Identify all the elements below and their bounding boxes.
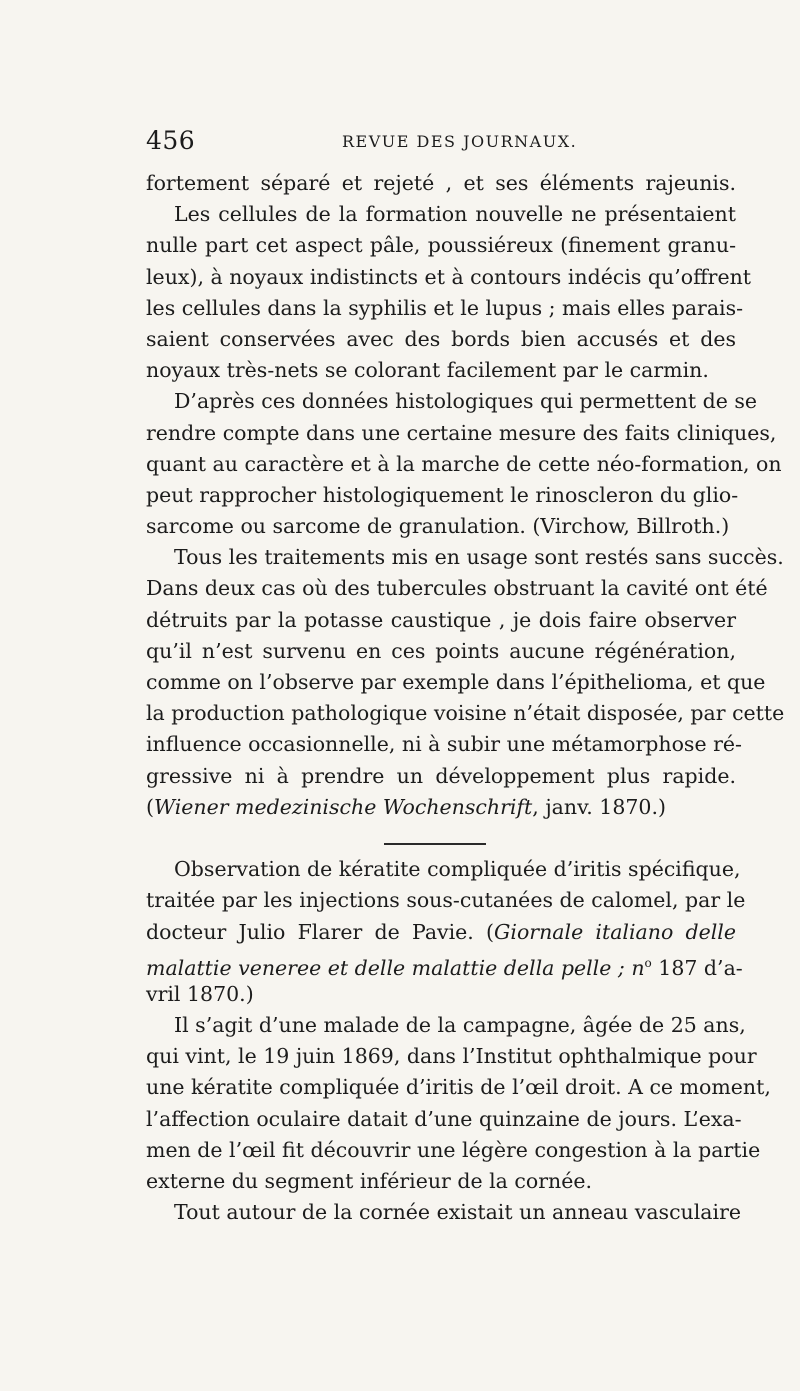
text-line: Il s’agit d’une malade de la campagne, âgée de 25 ans, [174, 1013, 746, 1038]
text-line: qui vint, le 19 juin 1869, dans l’Institut ophthalmique pour [146, 1044, 757, 1069]
text-line: saient conservées avec des bords bien accusés et des [146, 326, 736, 351]
text-line: externe du segment inférieur de la cornée. [146, 1169, 593, 1193]
text-line: détruits par la potasse caustique , je dois faire observer [146, 607, 736, 632]
text-line: Tout autour de la cornée existait un anneau vasculaire [174, 1200, 742, 1225]
text-line: peut rapprocher histologiquement le rinoscleron du glio- [146, 482, 739, 507]
journal-title: Giornale italiano delle [494, 919, 736, 944]
running-head: REVUE DES JOURNAUX. [342, 132, 578, 151]
text-line: influence occasionnelle, ni à subir une métamorphose ré- [146, 732, 742, 757]
page-number: 456 [146, 126, 196, 155]
citation-date: , janv. 1870.) [532, 794, 666, 819]
text-line: une kératite compliquée d’iritis de l’œil droit. A ce moment, [146, 1075, 771, 1100]
text-line: gressive ni à prendre un développement plus rapide. [146, 763, 736, 788]
text-line: sarcome ou sarcome de granulation. (Virchow, Billroth.) [146, 514, 730, 539]
author-text: docteur Julio Flarer de Pavie. ( [146, 919, 495, 944]
article-title-line [146, 917, 736, 948]
section-divider-row [146, 823, 736, 854]
text-line: Tous les traitements mis en usage sont restés sans succès. [174, 545, 784, 570]
page-header [146, 126, 736, 162]
text-line: les cellules dans la syphilis et le lupus ; mais elles parais- [146, 295, 744, 320]
text-line: men de l’œil fit découvrir une légère congestion à la partie [146, 1137, 761, 1162]
number-sign-superscript: o [644, 955, 652, 970]
text-line: nulle part cet aspect pâle, poussiéreux (finement granu- [146, 233, 736, 258]
text-line: Les cellules de la formation nouvelle ne présentaient [174, 202, 736, 227]
text-line: quant au caractère et à la marche de cette néo-formation, on [146, 451, 782, 476]
text-line: rendre compte dans une certaine mesure des faits cliniques, [146, 420, 777, 445]
text-line: noyaux très-nets se colorant facilement par le carmin. [146, 358, 709, 383]
body-text [146, 168, 785, 1228]
text-line: comme on l’observe par exemple dans l’épithelioma, et que [146, 670, 766, 694]
text-line: Dans deux cas où des tubercules obstruant la cavité ont été [146, 576, 768, 601]
text-line: qu’il n’est survenu en ces points aucune régénération, [146, 638, 736, 663]
issue-number: 187 d’a- [651, 955, 743, 980]
article-title-line: Observation de kératite compliquée d’iritis spécifique, [174, 857, 741, 882]
article-title-line [146, 948, 743, 980]
text-line: D’après ces données histologiques qui permettent de se [174, 389, 758, 414]
text-line: la production pathologique voisine n’était disposée, par cette [146, 701, 785, 726]
journal-title: Wiener medezinische Wochenschrift [154, 794, 533, 819]
citation-open: ( [146, 794, 154, 819]
section-divider [384, 843, 486, 845]
article-title-line: traitée par les injections sous-cutanées de calomel, par le [146, 888, 746, 913]
text-line: l’affection oculaire datait d’une quinzaine de jours. L’exa- [146, 1106, 742, 1131]
text-line: fortement séparé et rejeté , et ses éléments rajeunis. [146, 171, 736, 195]
article-title-line: vril 1870.) [146, 981, 254, 1006]
journal-title: malattie veneree et delle malattie della pelle ; n [146, 955, 645, 980]
citation-line [146, 792, 736, 823]
text-line: leux), à noyaux indistincts et à contours indécis qu’offrent [146, 264, 752, 289]
